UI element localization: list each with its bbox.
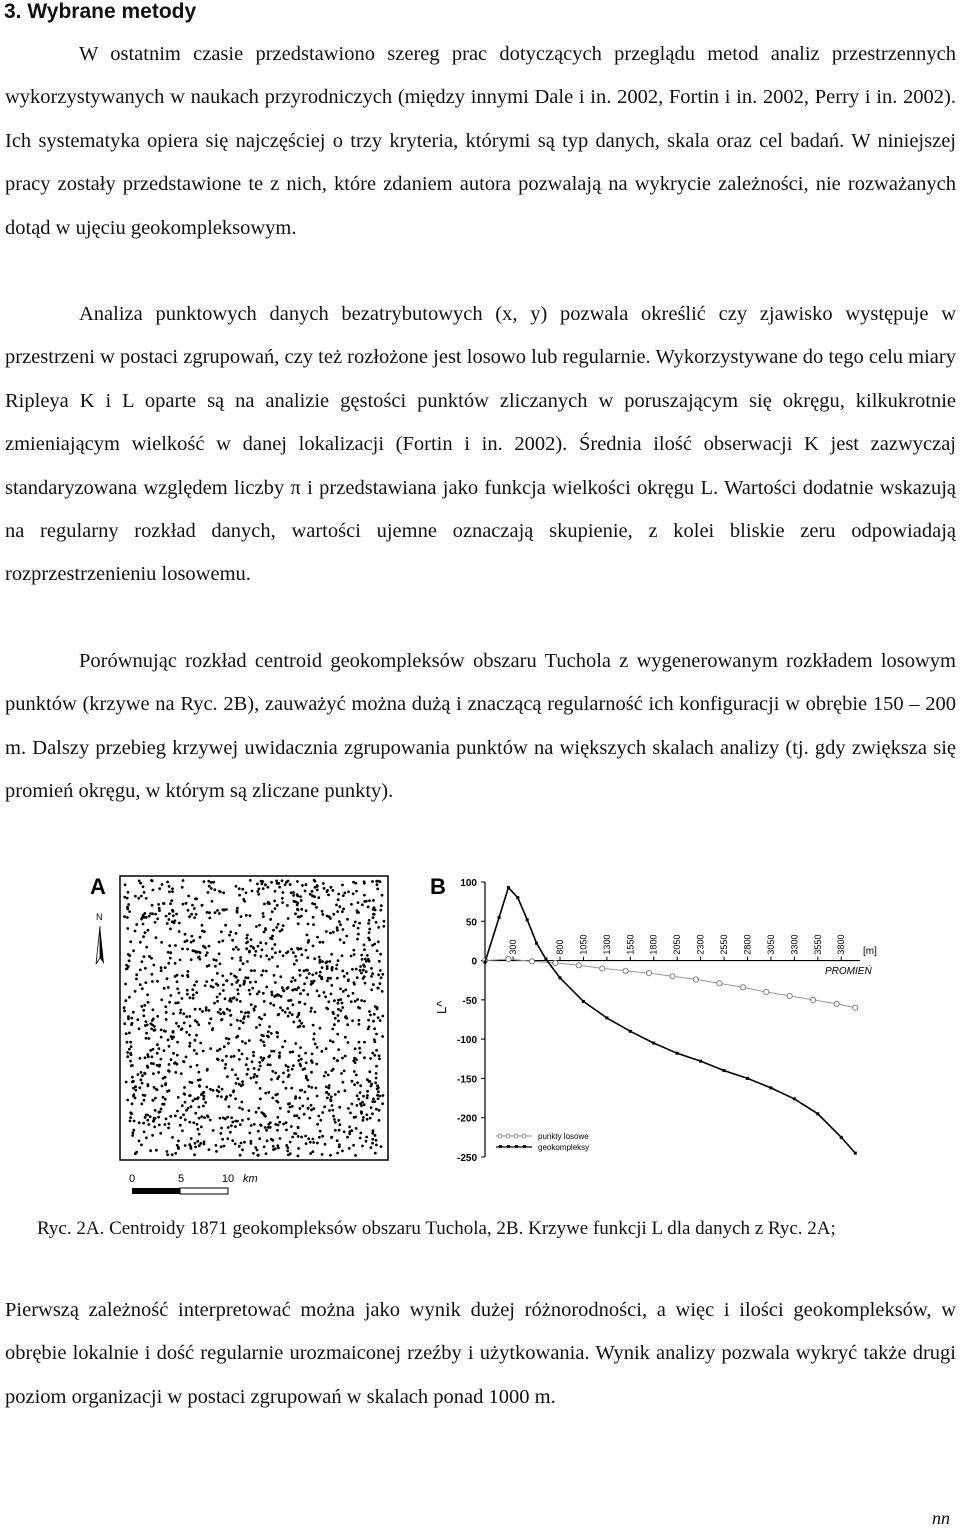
point-geokompleksy	[840, 1136, 843, 1139]
point-random	[764, 989, 769, 994]
point-random	[576, 963, 581, 968]
y-tick-label: -50	[462, 995, 477, 1007]
series-line-random	[485, 959, 855, 1008]
scale-tick-10: 10	[221, 1173, 235, 1185]
point-random	[600, 966, 605, 971]
point-geokompleksy	[746, 1077, 749, 1080]
chart-legend	[496, 1132, 589, 1152]
point-random	[646, 971, 651, 976]
point-random	[693, 977, 698, 982]
figure-caption: Ryc. 2A. Centroidy 1871 geokompleksów obszaru Tuchola, 2B. Krzywe funkcji L dla danych z Ryc. 2A;	[37, 1218, 836, 1239]
x-tick-label: 2550	[719, 934, 730, 955]
x-tick-label: 1800	[648, 934, 659, 955]
x-unit-label: [m]	[863, 946, 877, 957]
x-name-label: PROMIEŃ	[825, 966, 872, 977]
figure-svg	[80, 868, 900, 1208]
point-geokompleksy	[498, 916, 501, 919]
y-tick-label: 50	[465, 917, 477, 929]
paragraph-3: Porównując rozkład centroid geokompleksów obszaru Tuchola z wygenerowanym rozkładem losowym punktów (krzywe na Ryc. 2B), zauważyć można dużą i znaczącą regularność ich konfiguracji w obrębie 150 – 200 m. Dalszy przebieg krzywej uwidacznia zgrupowania punktów na większych skalach analizy (tj. gdy zwiększa się promień okręgu, w którym są zliczane punkty).	[5, 650, 956, 803]
point-random	[853, 1005, 858, 1010]
y-tick-label: -250	[456, 1153, 477, 1164]
x-tick-label: 2800	[742, 934, 753, 955]
point-geokompleksy	[605, 1016, 608, 1019]
legend-geo-label: geokompleksy	[538, 1143, 590, 1152]
x-tick-label: 1300	[601, 934, 612, 955]
y-tick-label: -200	[456, 1113, 477, 1125]
y-axis-label: L^	[434, 1000, 449, 1014]
panel-b-label: B	[430, 874, 446, 899]
panel-a-label: A	[90, 874, 106, 899]
legend-random-label: punkty losowe	[538, 1132, 589, 1141]
point-random	[529, 959, 534, 964]
scale-bar	[129, 1173, 258, 1194]
point-geokompleksy	[699, 1060, 702, 1063]
point-geokompleksy	[793, 1097, 796, 1100]
x-tick-label: 1550	[625, 934, 636, 955]
paragraph-2: Analiza punktowych danych bezatrybutowych (x, y) pozwala określić czy zjawisko występuje w przestrzeni w postaci zgrupowań, czy też rozłożone jest losowo lub regularnie. Wykorzystywane do tego celu miary Ripleya K i L oparte są na analizie gęstości punktów zliczanych w poruszającym się okręgu, kilkukrotnie zmieniającym wielkość w danej lokalizacji (Fortin i in. 2002). Średnia ilość obserwacji K jest zazwyczaj standaryzowana względem liczby π i przedstawiana jako funkcja wielkości okręgu L. Wartości dodatnie wskazują na regularny rozkład danych, wartości ujemne oznaczają skupienie, z kolei bliskie zeru odpowiadają rozprzestrzenieniu losowemu.	[5, 303, 956, 586]
y-tick-label: -150	[456, 1074, 477, 1086]
point-random	[811, 997, 816, 1002]
x-tick-label: 3300	[789, 934, 800, 955]
point-random	[506, 956, 511, 961]
scale-unit: km	[243, 1173, 258, 1185]
x-tick-label: 3550	[812, 934, 823, 955]
point-geokompleksy	[854, 1152, 857, 1155]
x-tick-label: 300	[508, 939, 519, 955]
paragraph-1: W ostatnim czasie przedstawiono szereg prac dotyczących przeglądu metod analiz przestrzennych wykorzystywanych w naukach przyrodniczych (między innymi Dale i in. 2002, Fortin i in. 2002, Perry i in. 2002). Ich systematyka opiera się najczęściej o trzy kryteria, którymi są typ danych, skala oraz cel badań. W niniejszej pracy zostały przedstawione te z nich, które zdaniem autora pozwalają na wykrycie zależności, nie rozważanych dotąd w ujęciu geokompleksowym.	[5, 43, 956, 239]
x-tick-label: 3800	[836, 934, 847, 955]
point-geokompleksy	[652, 1042, 655, 1045]
y-tick-label: 100	[460, 878, 477, 889]
point-geokompleksy	[516, 896, 519, 899]
scale-tick-5: 5	[177, 1173, 185, 1185]
x-tick-label: 3050	[765, 934, 776, 955]
point-geokompleksy	[582, 1000, 585, 1003]
y-tick-label: 0	[471, 956, 477, 968]
north-arrow	[96, 912, 104, 964]
point-geokompleksy	[559, 976, 562, 979]
page-number: nn	[932, 1508, 950, 1528]
y-tick-label: -100	[456, 1035, 477, 1047]
north-label: N	[96, 912, 103, 922]
scale-tick-0: 0	[128, 1173, 136, 1185]
point-random	[717, 981, 722, 986]
point-random	[553, 960, 558, 965]
paragraph-4: Pierwszą zależność interpretować można jako wynik dużej różnorodności, a więc i ilości geokompleksów, w obrębie lokalnie i dość regularnie urozmaiconej rzeźby i użytkowania. Wynik analizy pozwala wykryć także drugi poziom organizacji w postaci zgrupowań w skalach ponad 1000 m.	[5, 1299, 956, 1408]
point-geokompleksy	[723, 1069, 726, 1072]
point-random	[740, 985, 745, 990]
point-random	[834, 1001, 839, 1006]
point-geokompleksy	[769, 1086, 772, 1089]
section-heading: 3. Wybrane metody	[4, 0, 197, 23]
series-line-geokompleksy	[485, 888, 855, 1154]
chart-b	[457, 878, 860, 1164]
x-tick-label: 2300	[695, 934, 706, 955]
point-random	[670, 974, 675, 979]
point-geokompleksy	[526, 918, 529, 921]
x-tick-label: 1050	[578, 934, 589, 955]
point-random	[787, 993, 792, 998]
point-geokompleksy	[507, 886, 510, 889]
point-geokompleksy	[484, 961, 487, 964]
point-random	[623, 968, 628, 973]
point-geokompleksy	[544, 958, 547, 961]
figure-2	[80, 868, 900, 1208]
point-geokompleksy	[535, 942, 538, 945]
point-geokompleksy	[629, 1030, 632, 1033]
point-geokompleksy	[816, 1112, 819, 1115]
x-tick-label: 2050	[672, 934, 683, 955]
point-geokompleksy	[676, 1052, 679, 1055]
x-tick-label: 800	[555, 939, 565, 955]
